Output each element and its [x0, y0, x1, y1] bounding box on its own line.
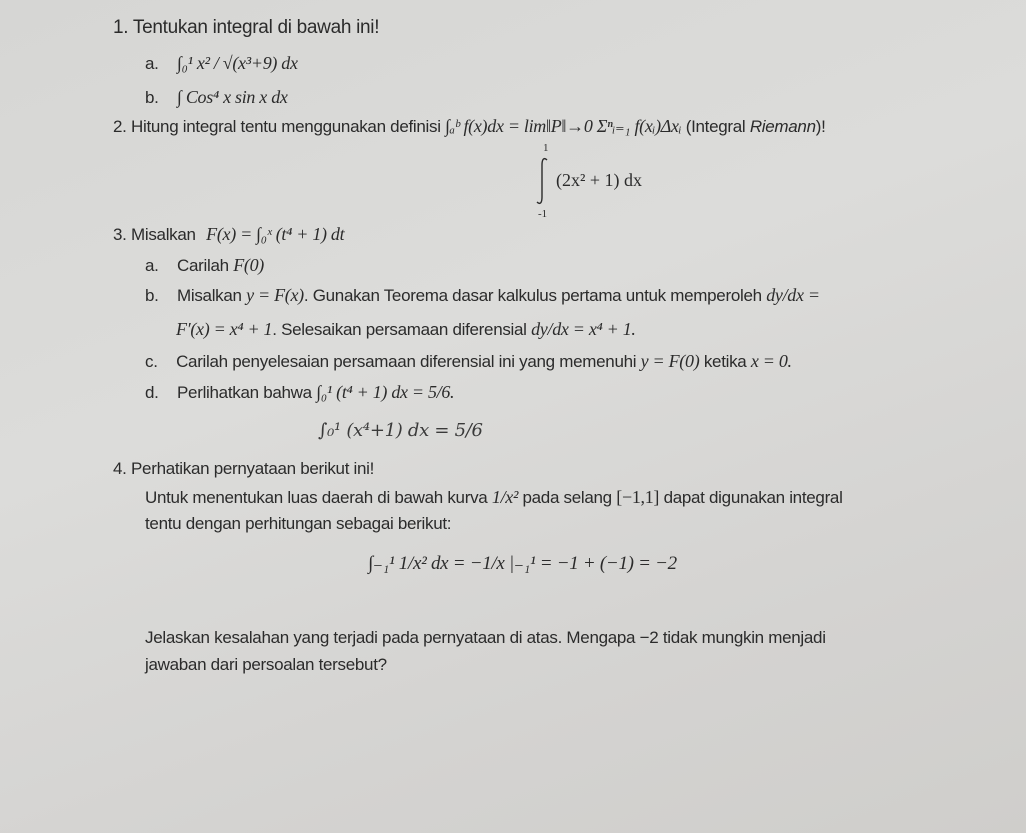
q3a-label: a.: [145, 256, 159, 275]
q3b-math3: F′(x) = x⁴ + 1: [176, 319, 273, 339]
q3-heading: [113, 223, 344, 246]
q4-equation: ∫₋₁¹ 1/x² dx = −1/x |₋₁¹ = −1 + (−1) = −2: [368, 553, 677, 574]
q4-para2-line1: Jelaskan kesalahan yang terjadi pada pernyataan di atas. Mengapa −2 tidak mungkin menjadi: [145, 628, 826, 647]
q1a-math: ∫₀¹ x² / √(x³+9) dx: [177, 53, 298, 73]
q3a: [145, 254, 264, 277]
q3c-text2: ketika: [703, 352, 747, 371]
q4-text-a: Untuk menentukan luas daerah di bawah kurva: [145, 488, 488, 507]
q3-number: 3.: [113, 225, 127, 244]
q3c-math2: x = 0.: [750, 351, 792, 371]
q4-math-interval: [−1,1]: [616, 487, 660, 507]
q4-title: Perhatikan pernyataan berikut ini!: [131, 459, 375, 478]
q2-number: 2.: [113, 117, 127, 136]
q3b: [145, 284, 820, 307]
q3b-math4: dy/dx = x⁴ + 1.: [531, 319, 636, 339]
q3c-math1: y = F(0): [640, 351, 700, 371]
q3b-text2: . Gunakan Teorema dasar kalkulus pertama untuk memperoleh: [303, 286, 762, 305]
q2-integral: [530, 142, 670, 222]
q3d-label: d.: [145, 383, 159, 402]
q1b-math: ∫ Cos⁴ x sin x dx: [177, 87, 288, 107]
q4-para1-line1: [145, 486, 843, 509]
handwritten-answer: ∫₀¹ (x⁴+1) dx = 5/6: [318, 420, 483, 441]
q2-upper-limit: 1: [543, 142, 549, 154]
q3-intro: Misalkan: [131, 225, 196, 244]
q1b-label: b.: [145, 88, 159, 107]
q3b-math2: dy/dx =: [766, 285, 820, 305]
q3d-math: ∫₀¹ (t⁴ + 1) dx = 5/6.: [316, 382, 455, 402]
q3b-math1: y = F(x): [246, 285, 304, 305]
q1-heading: [113, 17, 379, 39]
q3-F-definition: F(x) = ∫₀ˣ (t⁴ + 1) dt: [206, 224, 345, 244]
q3c-text1: Carilah penyelesaian persamaan diferensial ini yang memenuhi: [176, 352, 637, 371]
q3a-math: F(0): [233, 255, 265, 275]
q3c: [145, 350, 792, 373]
q3b-label: b.: [145, 286, 159, 305]
q4-para2-line2: jawaban dari persoalan tersebut?: [145, 655, 387, 674]
q3b-cont: [176, 318, 636, 341]
q2-riemann: Riemann: [749, 117, 816, 136]
q4-text-b: pada selang: [522, 488, 612, 507]
q2-lower-limit: -1: [538, 208, 548, 220]
q1b: [145, 86, 288, 109]
q1a-label: a.: [145, 54, 159, 73]
q3c-label: c.: [145, 352, 158, 371]
q3d-text: Perlihatkan bahwa: [177, 383, 312, 402]
q3b-text3: . Selesaikan persamaan diferensial: [272, 320, 527, 339]
q1-title: Tentukan integral di bawah ini!: [132, 17, 380, 38]
q3d: [145, 381, 454, 404]
q2-definition: ∫ₐᵇ f(x)dx = lim‖P‖→0 Σⁿᵢ₌₁ f(xᵢ)Δxᵢ: [445, 116, 682, 136]
q3a-text: Carilah: [177, 256, 229, 275]
q4-text-c: dapat digunakan integral: [663, 488, 843, 507]
q1-number: 1.: [113, 17, 129, 38]
q2-suffix: (Integral: [685, 117, 750, 136]
q2-integrand: (2x² + 1) dx: [556, 170, 643, 190]
q4-number: 4.: [113, 459, 127, 478]
q3b-text1: Misalkan: [177, 286, 242, 305]
q4-para1-line2: tentu dengan perhitungan sebagai berikut:: [145, 514, 452, 533]
q4-heading: [113, 458, 374, 480]
integral-sign-icon: [534, 157, 550, 205]
q2-suffix-end: )!: [815, 117, 826, 136]
q1a: [145, 52, 298, 75]
q2-text: Hitung integral tentu menggunakan definisi: [131, 117, 441, 136]
q4-math-curve: 1/x²: [491, 487, 519, 507]
q2-line: [113, 115, 826, 138]
